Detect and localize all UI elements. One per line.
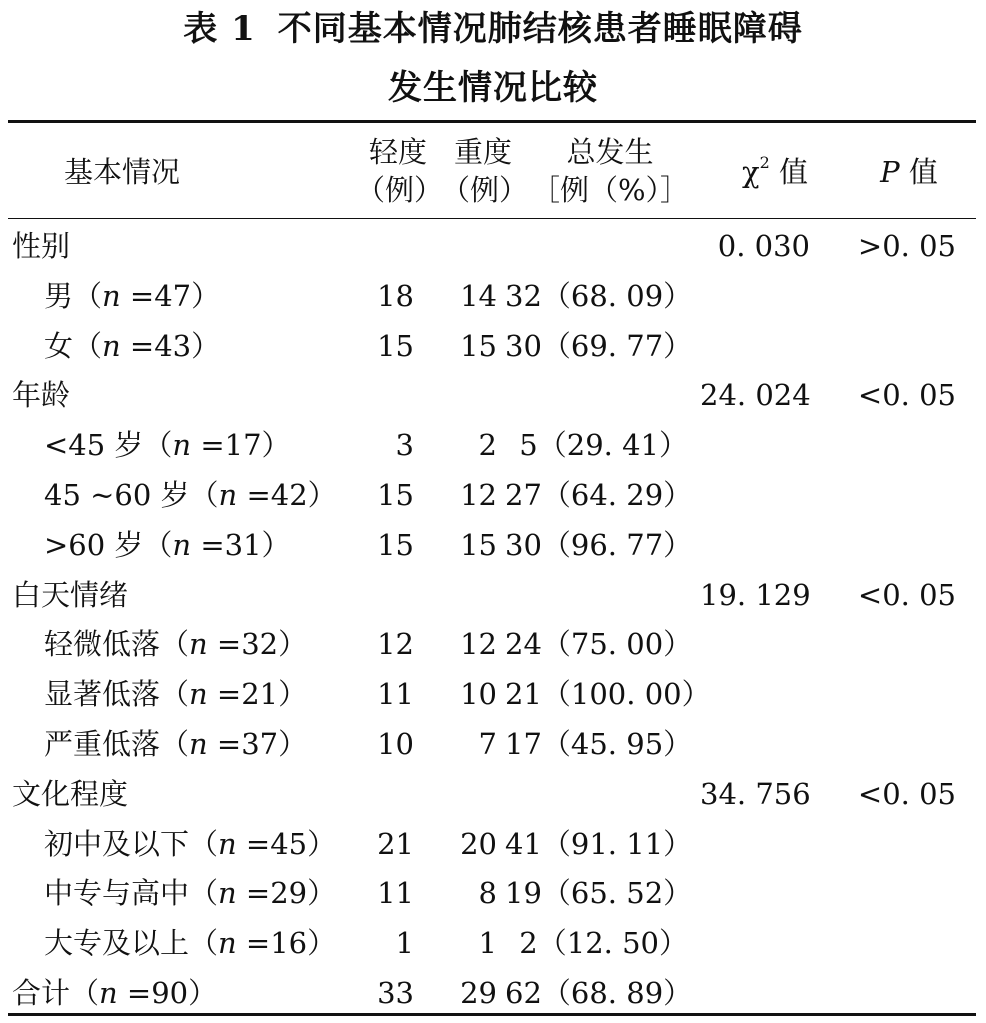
total-row	[0, 968, 986, 1018]
mild-count: 33	[377, 976, 414, 1010]
row-label-prefix: 初中及以下（	[44, 826, 219, 861]
mild-count: 3	[395, 428, 414, 463]
severe-count: 8	[478, 876, 497, 911]
severe-count: 1	[478, 926, 497, 961]
mild-count: 1	[395, 926, 414, 961]
group-label: 年龄	[12, 378, 71, 413]
group-label: 文化程度	[12, 776, 129, 811]
sample-size-value: =21）	[207, 677, 308, 712]
total-incidence: 5（29. 41）	[519, 428, 688, 463]
top-rule	[8, 120, 976, 123]
p-value: <0. 05	[857, 577, 956, 612]
table-row	[0, 719, 986, 769]
severe-count: 10	[460, 677, 497, 712]
total-incidence: 30（96. 77）	[505, 527, 693, 562]
table-row	[0, 619, 986, 669]
mild-count: 10	[377, 727, 414, 761]
table-title-line-2: 发生情况比较	[388, 68, 598, 108]
header-chi-symbol: χ	[742, 155, 760, 189]
p-value: <0. 05	[857, 378, 956, 413]
row-label-prefix: 45 ~60 岁（	[44, 478, 219, 512]
severe-count: 29	[460, 976, 497, 1010]
row-label	[44, 819, 336, 869]
sample-size-value: =42）	[237, 478, 337, 512]
table-row	[0, 321, 986, 371]
header-rule	[8, 218, 976, 219]
group-label: 白天情绪	[12, 577, 129, 612]
severe-count: 14	[460, 278, 497, 313]
sample-size-symbol: n	[102, 278, 121, 313]
row-label-prefix: 轻微低落（	[44, 627, 190, 662]
row-label	[44, 868, 336, 918]
total-incidence: 41（91. 11）	[505, 826, 693, 861]
header-basic: 基本情况	[63, 155, 180, 189]
p-value: <0. 05	[857, 776, 956, 811]
sample-size-symbol: n	[218, 826, 237, 861]
row-label-prefix: 严重低落（	[44, 727, 190, 761]
bottom-rule	[8, 1013, 976, 1016]
mild-count: 11	[377, 876, 414, 911]
row-label	[44, 669, 307, 719]
sample-size-value: =32）	[207, 627, 308, 662]
chi-square-value: 0. 030	[717, 229, 810, 263]
header-chi-suffix: 值	[769, 155, 808, 189]
sample-size-symbol: n	[189, 677, 208, 712]
row-label-prefix: 女（	[44, 328, 103, 363]
total-incidence: 32（68. 09）	[505, 278, 693, 313]
row-label-prefix: 中专与高中（	[44, 876, 219, 911]
header-total-line-2: ［例（%）］	[530, 173, 690, 207]
row-label	[44, 420, 291, 470]
row-label-prefix: <45 岁（	[44, 428, 173, 463]
header-p-suffix: 值	[899, 155, 938, 189]
group-row	[0, 221, 986, 271]
header-severe-line-2: （例）	[441, 173, 529, 207]
table-row	[0, 868, 986, 918]
total-incidence: 24（75. 00）	[505, 627, 693, 662]
table-row	[0, 470, 986, 520]
sample-size-value: =17）	[191, 428, 291, 463]
header-p-letter: P	[880, 155, 900, 189]
row-label	[44, 719, 307, 769]
mild-count: 18	[377, 278, 414, 313]
total-incidence: 27（64. 29）	[505, 478, 693, 512]
row-label	[44, 520, 291, 570]
mild-count: 15	[377, 478, 414, 512]
total-incidence: 19（65. 52）	[505, 876, 693, 911]
chi-square-value: 19. 129	[700, 577, 811, 612]
row-label	[44, 321, 220, 371]
chi-square-value: 34. 756	[700, 776, 811, 811]
row-label-prefix: >60 岁（	[44, 527, 173, 562]
sample-size-value: =31）	[191, 527, 291, 562]
mild-count: 21	[377, 826, 414, 861]
sample-size-symbol: n	[99, 976, 118, 1010]
table-row	[0, 918, 986, 968]
sample-size-symbol: n	[172, 527, 192, 562]
group-row	[0, 370, 986, 420]
header-mild-line-1: 轻度	[368, 135, 427, 169]
row-label	[44, 271, 220, 321]
total-incidence: 30（69. 77）	[505, 328, 693, 363]
group-row	[0, 570, 986, 620]
chi-square-value: 24. 024	[700, 378, 811, 413]
group-label: 性别	[12, 229, 71, 263]
table-title-text: 不同基本情况肺结核患者睡眠障碍	[277, 9, 803, 49]
sample-size-symbol: n	[189, 727, 208, 761]
table-number: 表 1	[183, 9, 256, 49]
sample-size-symbol: n	[189, 627, 208, 662]
severe-count: 20	[460, 826, 497, 861]
total-incidence: 2（12. 50）	[519, 926, 688, 961]
row-label-prefix: 合计（	[12, 976, 100, 1010]
total-incidence: 62（68. 89）	[505, 976, 693, 1010]
header-p-value	[850, 153, 968, 191]
severe-count: 2	[478, 428, 497, 463]
severe-count: 12	[460, 478, 497, 512]
table-row	[0, 819, 986, 869]
header-mild-line-2: （例）	[356, 173, 444, 207]
header-mild	[356, 133, 444, 209]
row-label-prefix: 显著低落（	[44, 677, 190, 712]
mild-count: 15	[377, 527, 414, 562]
row-label	[44, 918, 336, 968]
header-chi-superscript: 2	[759, 153, 770, 172]
sample-size-symbol: n	[172, 428, 192, 463]
sample-size-value: =43）	[120, 328, 221, 363]
sample-size-value: =45）	[236, 826, 337, 861]
mild-count: 12	[377, 627, 414, 662]
group-row	[0, 769, 986, 819]
sample-size-symbol: n	[218, 876, 237, 911]
header-severe	[441, 133, 529, 209]
mild-count: 11	[377, 677, 414, 712]
sample-size-value: =29）	[236, 876, 337, 911]
sample-size-symbol: n	[218, 926, 237, 961]
row-label	[12, 968, 217, 1018]
header-total	[520, 133, 700, 209]
severe-count: 15	[460, 328, 497, 363]
sample-size-symbol: n	[218, 478, 238, 512]
p-value: >0. 05	[857, 229, 956, 263]
header-severe-line-1: 重度	[453, 135, 512, 169]
table-row	[0, 271, 986, 321]
sample-size-value: =16）	[236, 926, 337, 961]
header-total-line-1: 总发生	[566, 135, 654, 169]
severe-count: 15	[460, 527, 497, 562]
sample-size-value: =37）	[207, 727, 308, 761]
total-incidence: 21（100. 00）	[505, 677, 711, 712]
total-incidence: 17（45. 95）	[505, 727, 693, 761]
sample-size-symbol: n	[102, 328, 121, 363]
row-label	[44, 470, 337, 520]
table-row	[0, 669, 986, 719]
table-title-line-1	[0, 9, 986, 49]
header-chi-square	[700, 153, 850, 191]
table-row	[0, 420, 986, 470]
table-row	[0, 520, 986, 570]
severe-count: 7	[478, 727, 497, 761]
row-label	[44, 619, 307, 669]
severe-count: 12	[460, 627, 497, 662]
row-label-prefix: 大专及以上（	[44, 926, 219, 961]
sample-size-value: =90）	[117, 976, 218, 1010]
sample-size-value: =47）	[120, 278, 221, 313]
row-label-prefix: 男（	[44, 278, 103, 313]
mild-count: 15	[377, 328, 414, 363]
